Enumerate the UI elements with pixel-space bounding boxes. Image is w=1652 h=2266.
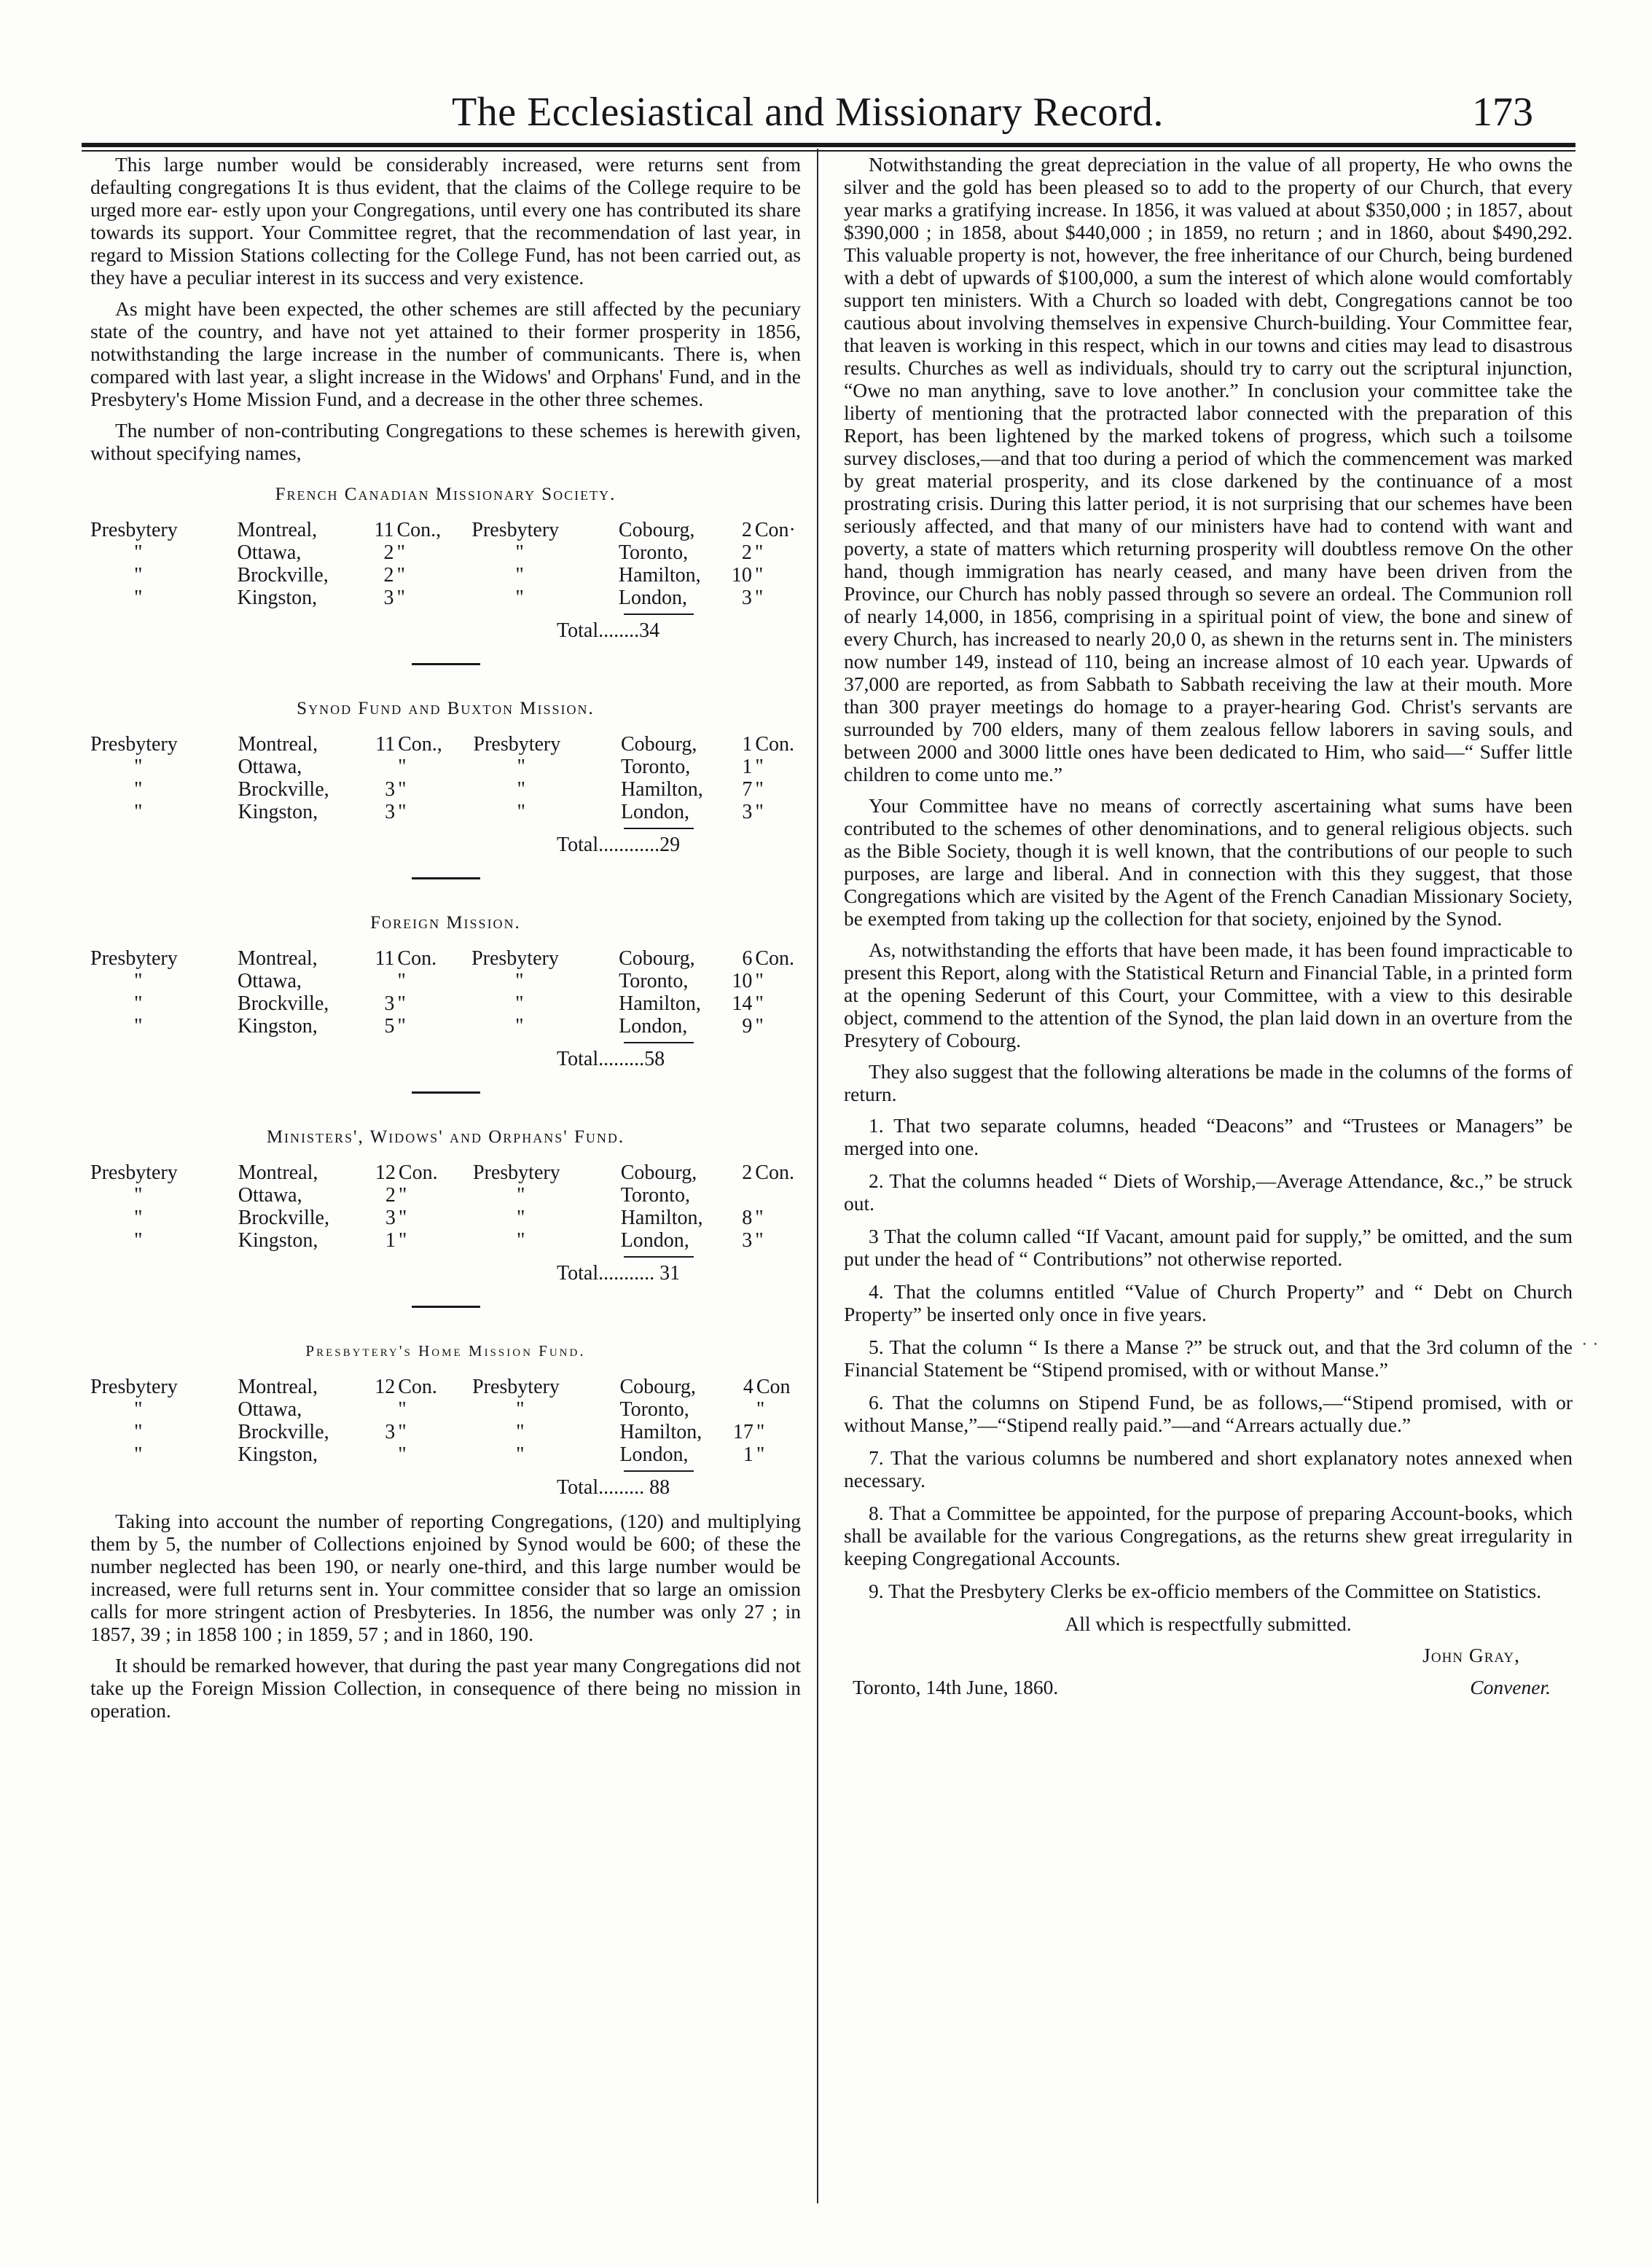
table-cell: Con. [755,947,795,970]
table-cell: Toronto, [619,970,689,992]
table-cell: " [755,756,764,778]
table-cell: " [515,564,524,587]
table-cell: " [516,1443,525,1466]
table-cell: Con. [398,1161,438,1184]
signature-date-row [844,1676,1573,1708]
table-cell: 3 [383,587,394,609]
table-cell: Cobourg, [618,519,695,541]
table-row [90,1015,801,1038]
table-cell: Presbytery [471,519,560,541]
table-cell: Hamilton, [620,778,703,801]
table-cell: 2 [741,541,752,564]
table-cell: Ottawa, [238,1184,302,1207]
table-row [90,587,801,609]
table-cell: Cobourg, [620,1161,697,1184]
table-cell: Ottawa, [238,1398,302,1421]
right-column [844,153,1573,1708]
section-title: Synod Fund and Buxton Mission. [297,699,595,718]
left-paragraph-3: The number of non-contributing Congregations to these schemes is herewith given, without specifying names, [90,419,801,464]
total-row [90,609,801,647]
alteration-item: 6. That the columns on Stipend Fund, be as follows,—“Stipend promised, with or without Manse,”—“Stipend really paid.”—and “Arrears actually due.” [844,1391,1573,1436]
table-cell: " [398,1207,407,1229]
table-cell: Presbytery [473,733,561,756]
table-cell: Con. [755,733,795,756]
table-cell: 10 [732,970,753,992]
table-cell: " [398,778,407,801]
table-cell: 1 [742,756,753,778]
table-cell: " [398,1398,407,1421]
total-rule [624,613,694,615]
stats-table [90,1161,801,1252]
total-rule [624,1470,694,1472]
table-cell: 6 [742,947,753,970]
table-cell: " [134,970,143,992]
table-cell: 3 [742,1229,753,1252]
table-cell: Con [756,1376,791,1398]
signature-date: Toronto, 14th June, 1860. [853,1676,1059,1698]
table-cell: " [756,1443,765,1466]
table-cell: London, [619,1443,689,1466]
table-cell: Montreal, [238,1161,318,1184]
table-cell: Toronto, [618,541,689,564]
table-cell: " [397,970,406,992]
table-cell: " [515,587,524,609]
alteration-item: 7. That the various columns be numbered and short explanatory notes annexed when necessary. [844,1446,1573,1491]
section-separator [412,877,480,879]
table-cell: 3 [384,992,395,1015]
total-text: Total.........58 [557,1048,665,1070]
table-cell: Con. [755,1161,794,1184]
table-cell: London, [620,801,690,823]
table-cell: 3 [385,801,396,823]
total-row [90,1466,801,1504]
alteration-item: 4. That the columns entitled “Value of Church Property” and “ Debt on Church Property” be inserted only once in five years. [844,1280,1573,1325]
table-cell: 5 [384,1015,395,1038]
table-cell: London, [620,1229,689,1252]
table-cell: " [754,541,764,564]
alteration-item: 8. That a Committee be appointed, for the purpose of preparing Account-books, which shall be available for the various Congregations, as the returns shew great irregularity in keeping Congregational Accounts. [844,1502,1573,1569]
alteration-item: 3 That the column called “If Vacant, amount paid for supply,” be omitted, and the sum put under the head of “ Contributions” not otherwise reported. [844,1225,1573,1270]
table-cell: Ottawa, [238,970,302,992]
table-cell: 3 [385,1421,396,1443]
table-cell: Montreal, [238,733,318,756]
table-cell: " [517,778,525,801]
table-cell: " [134,756,143,778]
table-cell: " [755,778,764,801]
table-cell: " [754,564,764,587]
table-cell: " [755,970,764,992]
right-paragraph-3: As, notwithstanding the efforts that have been made, it has been found impracticable to present this Report, along with the Statistical Return and Financial Table, in a printed form at the opening Sederunt of this Court, your Committee, with a view to this desirable object, commend to the attention of the Synod, the plan laid down in an overture from the Presytery of Cobourg. [844,938,1573,1051]
right-paragraph-1: Notwithstanding the great depreciation in the value of all property, He who owns the silver and the gold has been pleased so to add to the property of our Church, that every year marks a gratifying increase. In 1856, it was valued at about $350,000 ; in 1857, about $390,000 ; in 1858, about $440,000 ; in 1859, no return ; and in 1860, about $490,292. This valuable property is not, however, the free inheritance of our Church, being burdened with a debt of upwards of $100,000, a sum the interest of which alone would comfortably support ten ministers. With a Church so loaded with debt, Congregations cannot be too cautious about involving themselves in expensive Church-building. Your Committee fear, that leaven is working in this respect, which in our towns and cities may lead to disastrous results. Churches as well as individuals, should try to carry out the scriptural injunction, “Owe no man anything, save to love another.” In conclusion your committee take the liberty of mentioning that the protracted labor connected with the preparation of this Report, has been lightened by the marked tokens of progress, which such a toilsome survey discloses,—and that too during a period of which the commencement was marked by great material prosperity, and its close darkened by the continuance of a most prostrating crisis. During this latter period, it is not surprising that our schemes have been seriously affected, and that many of our ministers have had to contend with want and poverty, a state of matters which returning prosperity will doubtless remove On the other hand, though immigration has nearly ceased, and many have been driven from the Province, our Church has nobly passed through so severe an ordeal. The Communion roll of nearly 14,000, in 1856, comprising in a spiritual point of view, the bone and sinew of every Church, has increased to nearly 20,0 0, as shewn in the returns sent in. The ministers now number 149, instead of 110, being an increase almost of 10 each year. Upwards of 37,000 are reported, as from Sabbath to Sabbath receiving the law at their mouth. More than 300 prayer meetings do homage to a prayer-hearing God. Christ's servants are surrounded by 700 elders, many of them zealous fellow laborers in saving souls, and between 2000 and 3000 little ones have been dedicated to Him, who said—“ Suffer little children to come unto me.” [844,153,1573,785]
table-cell: Brockville, [237,564,329,587]
table-cell: 1 [743,1443,753,1466]
right-paragraph-2: Your Committee have no means of correctly ascertaining what sums have been contributed to the schemes of other denominations, and to general religious objects. such as the Bible Society, though it is well known, that the contributions of our people to such purposes, are large and liberal. And in connection with this they suggest, that those Congregations which are visited by the Agent of the French Canadian Missionary Society, be exempted from taking up the collection for that society, enjoined by the Synod. [844,794,1573,930]
stats-table [90,1376,801,1466]
header-rule-thick [82,143,1575,147]
table-cell: Montreal, [237,519,318,541]
table-cell: " [754,587,764,609]
table-cell: " [517,756,525,778]
table-cell: Hamilton, [618,564,701,587]
table-cell: Presbytery [472,1161,560,1184]
table-cell: Kingston, [238,801,318,823]
table-row [90,947,801,970]
total-row [90,1038,801,1075]
table-cell: 3 [385,1207,396,1229]
total-text: Total........... 31 [557,1262,681,1285]
table-cell: 7 [742,778,753,801]
section-title: Foreign Mission. [370,913,521,933]
left-column [90,153,801,1730]
table-cell: " [134,1015,143,1038]
table-cell: 9 [742,1015,753,1038]
table-cell: Con., [396,519,442,541]
table-cell: " [396,541,405,564]
stats-table [90,733,801,823]
table-cell: Con., [398,733,442,756]
table-row [90,1184,801,1207]
table-row [90,1421,801,1443]
table-cell: Hamilton, [619,992,701,1015]
signature-row [844,1644,1573,1676]
table-cell: " [398,1184,407,1207]
table-cell: " [134,1398,143,1421]
table-row [90,1443,801,1466]
table-row [90,1376,801,1398]
table-cell: " [515,1015,524,1038]
table-cell: 4 [743,1376,753,1398]
table-cell: Presbytery [472,1376,560,1398]
table-cell: 2 [385,1184,396,1207]
table-row [90,1161,801,1184]
alteration-item: 5. That the column “ Is there a Manse ?” be struck out, and that the 3rd column of the Financial Statement be “Stipend promised, with or without Manse.” [844,1336,1573,1381]
table-cell: " [134,801,143,823]
table-cell: " [398,756,407,778]
table-cell: " [516,1207,525,1229]
page-number: 173 [1472,90,1533,135]
table-cell: Presbytery [471,947,559,970]
section-title: Ministers', Widows' and Orphans' Fund. [266,1127,625,1147]
section-separator [412,1306,480,1308]
table-cell: " [516,1184,525,1207]
stats-table [90,947,801,1038]
noncontributing-sections [90,483,801,1504]
table-cell: " [516,1229,525,1252]
table-cell: Ottawa, [237,541,302,564]
table-cell: " [397,992,406,1015]
alterations-list [844,1114,1573,1602]
table-cell: Toronto, [620,1184,690,1207]
table-cell: " [755,1207,764,1229]
table-cell: 3 [385,778,396,801]
alteration-item: 1. That two separate columns, headed “Deacons” and “Trustees or Managers” be merged into one. [844,1114,1573,1159]
table-cell: " [134,1229,143,1252]
table-cell: " [755,992,764,1015]
table-cell: Kingston, [237,587,318,609]
table-cell: 14 [732,992,753,1015]
section-separator [412,663,480,665]
table-cell: " [756,1421,765,1443]
table-cell [369,1443,398,1466]
table-row [90,778,801,801]
table-cell: Con. [397,947,437,970]
column-divider [817,149,818,2203]
table-cell: Kingston, [238,1229,318,1252]
table-cell [369,756,398,778]
header-rule-thin [82,150,1575,152]
signature-title: Convener. [1470,1676,1551,1698]
total-row [90,1252,801,1290]
table-cell: " [398,1443,407,1466]
table-cell: " [134,1207,143,1229]
table-row [90,519,801,541]
table-cell: Brockville, [238,992,329,1015]
table-cell: 11 [374,519,394,541]
table-cell: Brockville, [238,778,329,801]
table-cell: " [516,1398,525,1421]
table-cell: 2 [383,541,394,564]
total-text: Total......... 88 [557,1476,670,1499]
table-cell: Cobourg, [620,733,697,756]
left-paragraph-2: As might have been expected, the other schemes are still affected by the pecuniary state of the country, and have not yet attained to their former prosperity in 1856, notwithstanding the large increase in the number of communicants. There is, when compared with last year, a slight increase in the Widows' and Orphans' Fund, and in the Presbytery's Home Mission Fund, and a decrease in the other three schemes. [90,297,801,410]
table-cell: 2 [741,519,752,541]
page-header-title: The Ecclesiastical and Missionary Record. [452,90,1164,135]
table-cell: " [398,1421,407,1443]
table-cell: Presbytery [90,519,178,541]
table-cell: " [755,1015,764,1038]
table-cell: " [515,541,524,564]
signature-name: John Gray, [1422,1644,1520,1666]
table-row [90,1229,801,1252]
table-cell: Brockville, [238,1421,329,1443]
total-rule [624,1042,694,1043]
table-cell [727,1184,755,1207]
table-cell: " [134,1184,143,1207]
table-cell: " [134,587,143,609]
table-cell: " [134,564,143,587]
alteration-item: 2. That the columns headed “ Diets of Worship,—Average Attendance, &c.,” be struck out. [844,1169,1573,1215]
table-cell: Ottawa, [238,756,302,778]
table-cell: " [396,564,405,587]
table-cell: " [396,587,405,609]
table-cell: 3 [742,801,753,823]
table-cell: " [397,1015,406,1038]
table-cell [369,970,398,992]
table-row [90,1207,801,1229]
total-row [90,823,801,861]
closing-line: All which is respectfully submitted. [1065,1612,1352,1635]
table-cell: Presbytery [90,947,178,970]
table-row [90,756,801,778]
left-paragraph-1: This large number would be considerably increased, were returns sent from defaulting congregations It is thus evident, that the claims of the College require to be urged more ear- estly upon your Congregations, until every one has contributed its share towards its support. Your Committee regret, that the recommendation of last year, in regard to Mission Stations collecting for the College Fund, has not been carried out, as they have a peculiar interest in its success and very existence. [90,153,801,289]
table-row [90,1398,801,1421]
table-cell: Cobourg, [619,947,695,970]
section-separator [412,1091,480,1094]
table-cell: London, [619,1015,688,1038]
total-text: Total........34 [557,619,660,642]
table-cell: 2 [742,1161,753,1184]
table-cell [726,1398,756,1421]
table-cell: " [134,1421,143,1443]
table-cell: Toronto, [619,1398,689,1421]
table-row [90,564,801,587]
table-cell: " [756,1398,765,1421]
table-cell: " [398,801,407,823]
table-cell: 12 [375,1376,396,1398]
left-paragraph-5: It should be remarked however, that during the past year many Congregations did not take up the Foreign Mission Collection, in consequence of there being no mission in operation. [90,1654,801,1722]
table-cell: " [515,970,524,992]
table-cell: 11 [375,947,395,970]
table-cell: " [755,1229,764,1252]
section-title: French Canadian Missionary Society. [275,485,616,504]
table-cell: 1 [385,1229,396,1252]
table-cell: " [517,801,525,823]
table-cell: Presbytery [90,733,178,756]
table-cell: " [755,801,764,823]
right-paragraph-4: They also suggest that the following alterations be made in the columns of the forms of return. [844,1060,1573,1105]
table-cell: Montreal, [238,1376,318,1398]
table-cell: Toronto, [620,756,691,778]
table-cell: Brockville, [238,1207,329,1229]
table-cell: Kingston, [238,1443,318,1466]
table-cell: " [516,1421,525,1443]
table-cell: Presbytery [90,1161,178,1184]
margin-mark: · · [1581,1333,1599,1354]
table-cell: Con· [754,519,796,541]
table-cell: " [134,541,143,564]
table-cell: Cobourg, [619,1376,696,1398]
alteration-item: 9. That the Presbytery Clerks be ex-officio members of the Committee on Statistics. [869,1580,1542,1602]
table-cell: Hamilton, [620,1207,703,1229]
total-rule [624,828,694,829]
total-text: Total............29 [557,834,681,856]
table-cell: 11 [375,733,396,756]
table-cell: London, [618,587,687,609]
table-cell [369,1398,398,1421]
table-row [90,970,801,992]
table-cell: 17 [732,1421,753,1443]
table-cell: 10 [731,564,752,587]
table-cell: " [134,992,143,1015]
table-cell: 8 [742,1207,753,1229]
table-cell: Hamilton, [619,1421,702,1443]
table-row [90,801,801,823]
table-cell: Montreal, [238,947,318,970]
table-cell: 12 [375,1161,396,1184]
table-cell [755,1184,801,1207]
table-cell: " [515,992,524,1015]
table-cell: " [134,1443,143,1466]
table-row [90,992,801,1015]
table-cell: 3 [741,587,752,609]
table-cell: Presbytery [90,1376,178,1398]
table-cell: Kingston, [238,1015,318,1038]
left-paragraph-4: Taking into account the number of reporting Congregations, (120) and multiplying them by 5, the number of Collections enjoined by Synod would be 600; of these the number neglected has been 190, or nearly one-third, and this large number would be increased, were full returns sent in. Your committee consider that so large an omission calls for more stringent action of Presbyteries. In 1856, the number was only 27 ; in 1857, 39 ; in 1858 100 ; in 1859, 57 ; and in 1860, 190. [90,1510,801,1645]
table-cell: 2 [383,564,394,587]
table-row [90,541,801,564]
total-rule [624,1256,694,1258]
table-cell: 1 [742,733,753,756]
table-cell: Con. [398,1376,437,1398]
table-cell: " [134,778,143,801]
table-row [90,733,801,756]
stats-table [90,519,801,609]
section-title: Presbytery's Home Mission Fund. [305,1342,586,1360]
table-cell: " [398,1229,407,1252]
